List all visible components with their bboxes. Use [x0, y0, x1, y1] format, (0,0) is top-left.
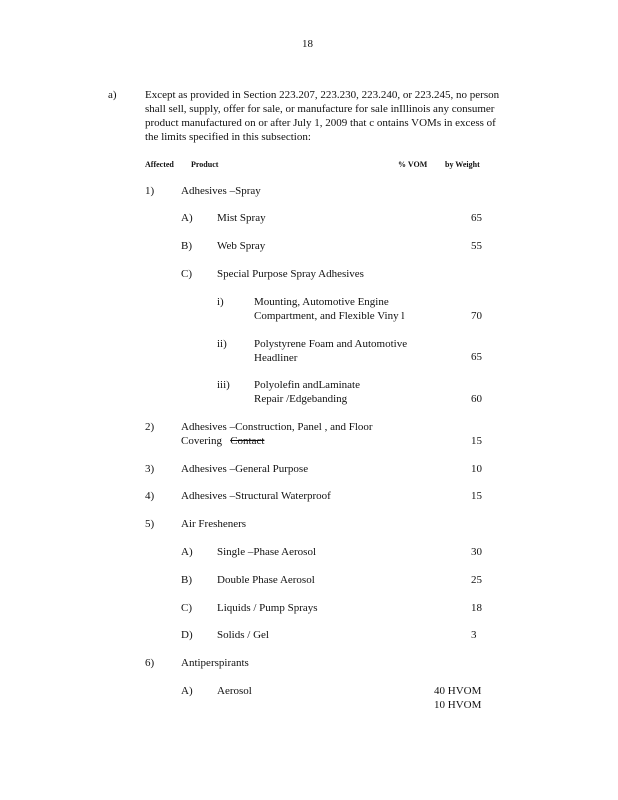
row-label [254, 295, 404, 323]
row-number: C) [181, 602, 192, 614]
row-label-line: Polyolefin andLaminate [254, 379, 360, 391]
row-label-line: Headliner [254, 352, 298, 364]
row-label: Air Fresheners [181, 518, 247, 530]
header-affected: Affected [145, 160, 174, 169]
row-number: A) [181, 212, 193, 224]
row-number: B) [181, 574, 192, 586]
header-product: Product [191, 160, 219, 169]
row-label [181, 420, 373, 448]
row-label: Double Phase Aerosol [217, 574, 315, 586]
row-number: 6) [145, 657, 155, 669]
row-value: 10 [471, 463, 482, 475]
row-label: Antiperspirants [181, 657, 249, 669]
row-label-line: Mounting, Automotive Engine [254, 296, 389, 308]
row-label-line [181, 434, 373, 448]
row-label-line: Polystyrene Foam and Automotive [254, 338, 408, 350]
row-value-line: 10 HVOM [434, 699, 482, 711]
row-value: 15 [471, 490, 482, 502]
row-label: Adhesives –Structural Waterproof [181, 490, 331, 502]
row-number: A) [181, 685, 193, 697]
row-label-line: Repair /Edgebanding [254, 393, 348, 405]
row-value: 30 [471, 546, 482, 558]
row-value: 15 [471, 435, 482, 447]
row-number: 2) [145, 421, 155, 433]
struck-text: Contact [230, 435, 265, 447]
row-number: B) [181, 240, 192, 252]
row-value-line: 40 HVOM [434, 685, 482, 697]
row-value: 55 [471, 240, 482, 252]
row-value: 25 [471, 574, 482, 586]
row-label: Solids / Gel [217, 629, 269, 641]
row-label: Adhesives –General Purpose [181, 463, 309, 475]
intro-line: shall sell, supply, offer for sale, or manufacture for sale inIllinois any consumer [145, 103, 495, 115]
row-value: 65 [471, 212, 482, 224]
page-number: 18 [302, 38, 313, 50]
row-value [434, 684, 481, 712]
row-number: 4) [145, 490, 155, 502]
intro-paragraph [145, 88, 530, 144]
row-label: Web Spray [217, 240, 266, 252]
row-label: Mist Spray [217, 212, 266, 224]
row-label-line: Adhesives –Construction, Panel , and Floor [181, 421, 373, 433]
row-label: Single –Phase Aerosol [217, 546, 316, 558]
row-value: 3 [471, 629, 477, 641]
row-value: 60 [471, 393, 482, 405]
row-number: ii) [217, 338, 227, 350]
header-vom: % VOM [398, 160, 428, 169]
row-label [254, 378, 360, 406]
intro-line: the limits specified in this subsection: [145, 131, 311, 143]
row-label: Liquids / Pump Sprays [217, 602, 318, 614]
row-number: D) [181, 629, 193, 641]
header-by-weight: by Weight [445, 160, 480, 169]
row-number: i) [217, 296, 224, 308]
row-value: 65 [471, 351, 482, 363]
intro-line: product manufactured on or after July 1, 2009 that c ontains VOMs in excess of [145, 117, 496, 129]
row-label: Adhesives –Spray [181, 185, 261, 197]
row-number: 3) [145, 463, 155, 475]
row-number: 1) [145, 185, 155, 197]
row-value: 18 [471, 602, 482, 614]
row-label [254, 337, 407, 365]
row-number: 5) [145, 518, 155, 530]
intro-line: Except as provided in Section 223.207, 223.230, 223.240, or 223.245, no person [145, 89, 500, 101]
row-value: 70 [471, 310, 482, 322]
row-number: A) [181, 546, 193, 558]
row-number: iii) [217, 379, 230, 391]
row-label: Special Purpose Spray Adhesives [217, 268, 364, 280]
row-number: C) [181, 268, 192, 280]
row-label-line: Compartment, and Flexible Viny l [254, 310, 405, 322]
row-label-text: Covering [181, 435, 222, 447]
row-label: Aerosol [217, 685, 252, 697]
paragraph-label: a) [108, 89, 117, 101]
